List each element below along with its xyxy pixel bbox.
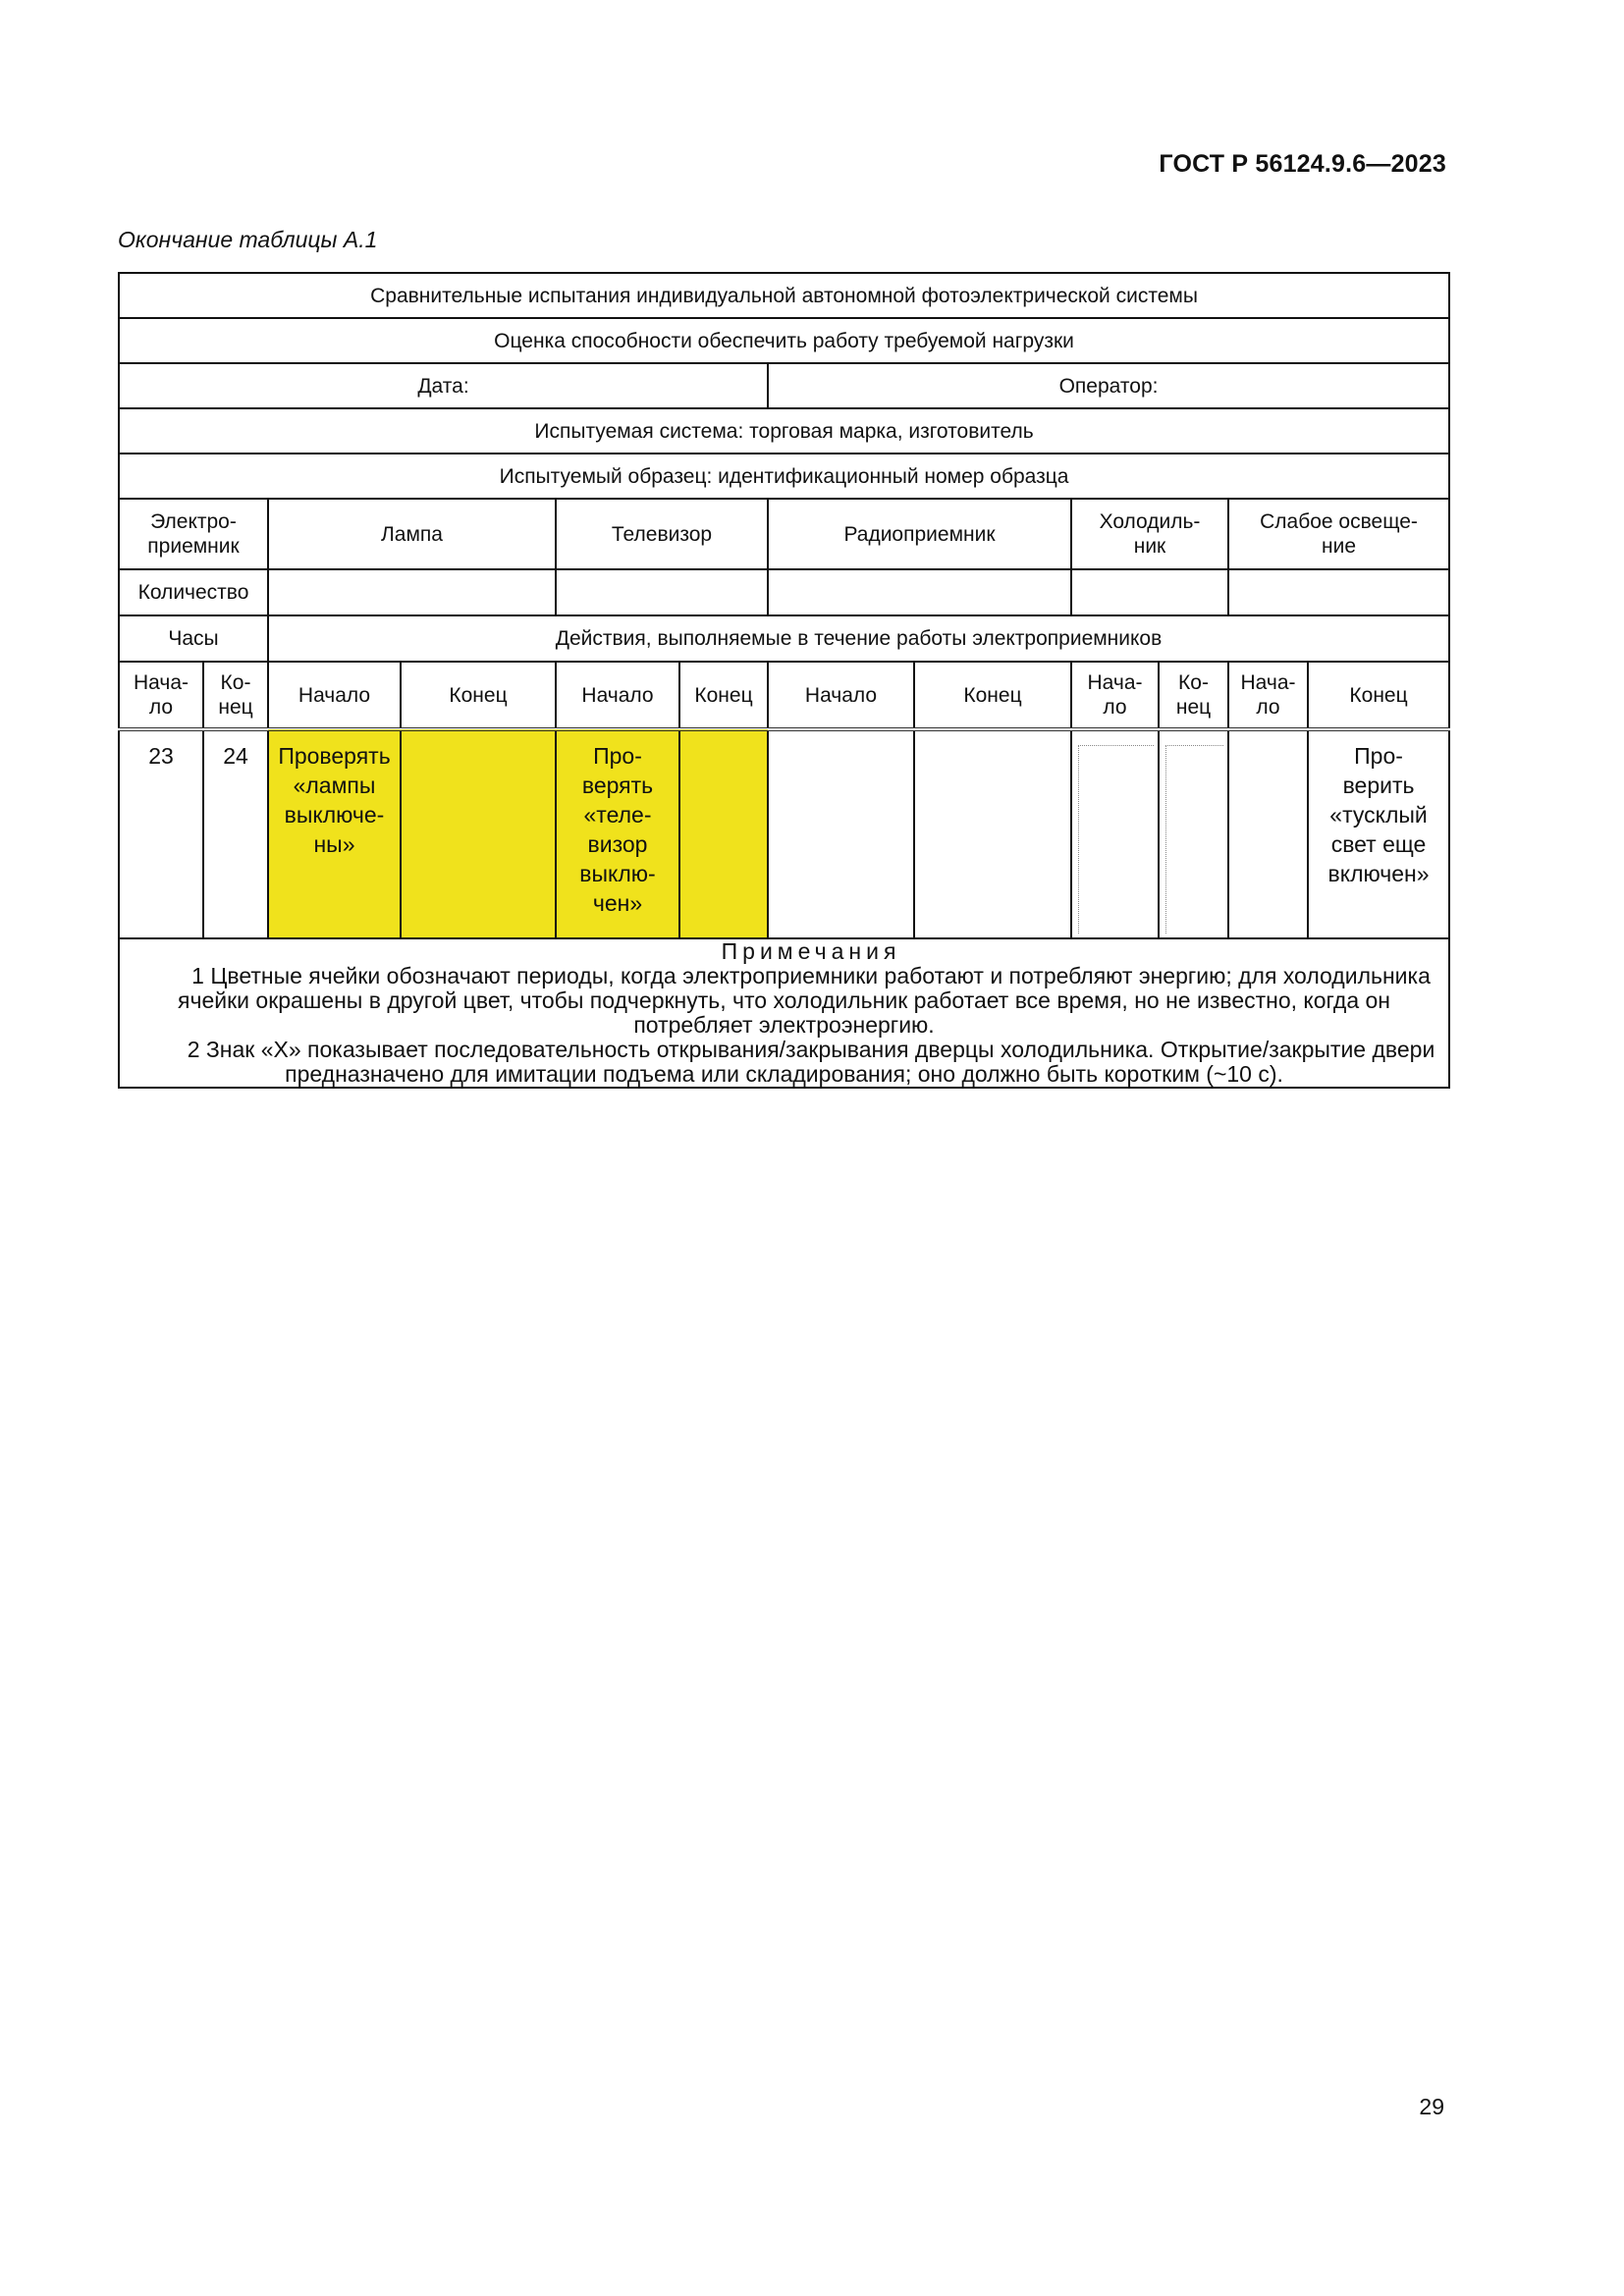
- radio-start-cell: [768, 729, 914, 938]
- phase-header: Конец: [401, 662, 556, 729]
- phase-header: Ко- нец: [203, 662, 268, 729]
- quantity-fridge: [1071, 569, 1228, 615]
- hour-end-cell: 24: [203, 729, 268, 938]
- dim-light-end-cell: Про- верить «тусклый свет еще включен»: [1308, 729, 1449, 938]
- comparison-test-table: [118, 272, 1450, 1089]
- phase-header: Конец: [679, 662, 768, 729]
- phase-header: Начало: [268, 662, 401, 729]
- fridge-dotted-box: [1078, 745, 1154, 934]
- tv-end-cell: [679, 729, 768, 938]
- lamp-end-cell: [401, 729, 556, 938]
- load-fridge: Холодиль- ник: [1071, 499, 1228, 569]
- hour-start-cell: 23: [119, 729, 203, 938]
- note-item: 1 Цветные ячейки обозначают периоды, когда электроприемники работают и потребляют энергию; для холодильника ячейки окрашены в другой цвет, чтобы подчеркнуть, что холодильник работает все время, но не известно, когда он потребляет электроэнергию.: [178, 963, 1431, 1038]
- table-title: Сравнительные испытания индивидуальной автономной фотоэлектрической системы: [119, 273, 1449, 318]
- operator-cell: Оператор:: [768, 363, 1449, 408]
- quantity-tv: [556, 569, 768, 615]
- note-item: 2 Знак «X» показывает последовательность открывания/закрывания дверцы холодильника. Открытие/закрытие двери предназначено для имитации подъема или складирования; оно должно быть коротким (~10 с).: [187, 1037, 1435, 1087]
- page-number: 29: [1419, 2094, 1444, 2119]
- radio-end-cell: [914, 729, 1071, 938]
- phase-header: Начало: [768, 662, 914, 729]
- sample-under-test: Испытуемый образец: идентификационный номер образца: [119, 454, 1449, 499]
- tv-start-cell: Про- верять «теле- визор выклю- чен»: [556, 729, 679, 938]
- phase-header: Конец: [914, 662, 1071, 729]
- table-subtitle: Оценка способности обеспечить работу требуемой нагрузки: [119, 318, 1449, 363]
- load-tv: Телевизор: [556, 499, 768, 569]
- phase-header: Начало: [556, 662, 679, 729]
- lamp-start-cell: Проверять «лампы выключе- ны»: [268, 729, 401, 938]
- fridge-start-cell: [1071, 729, 1159, 938]
- document-code: ГОСТ Р 56124.9.6—2023: [1159, 150, 1446, 178]
- quantity-label: Количество: [119, 569, 268, 615]
- phase-header: Ко- нец: [1159, 662, 1228, 729]
- phase-header: Нача- ло: [1228, 662, 1308, 729]
- load-lamp: Лампа: [268, 499, 556, 569]
- phase-header: Нача- ло: [119, 662, 203, 729]
- table-caption: Окончание таблицы А.1: [118, 227, 378, 252]
- quantity-radio: [768, 569, 1071, 615]
- fridge-end-cell: [1159, 729, 1228, 938]
- load-header: Электро- приемник: [119, 499, 268, 569]
- hours-label: Часы: [119, 615, 268, 662]
- quantity-dim-light: [1228, 569, 1449, 615]
- phase-header: Нача- ло: [1071, 662, 1159, 729]
- notes-title: Примечания: [721, 938, 901, 964]
- notes-cell: [119, 938, 1449, 1088]
- load-dim-light: Слабое освеще- ние: [1228, 499, 1449, 569]
- system-under-test: Испытуемая система: торговая марка, изготовитель: [119, 408, 1449, 454]
- date-cell: Дата:: [119, 363, 768, 408]
- actions-label: Действия, выполняемые в течение работы электроприемников: [268, 615, 1449, 662]
- load-radio: Радиоприемник: [768, 499, 1071, 569]
- quantity-lamp: [268, 569, 556, 615]
- phase-header: Конец: [1308, 662, 1449, 729]
- fridge-dotted-box: [1165, 745, 1223, 934]
- dim-light-start-cell: [1228, 729, 1308, 938]
